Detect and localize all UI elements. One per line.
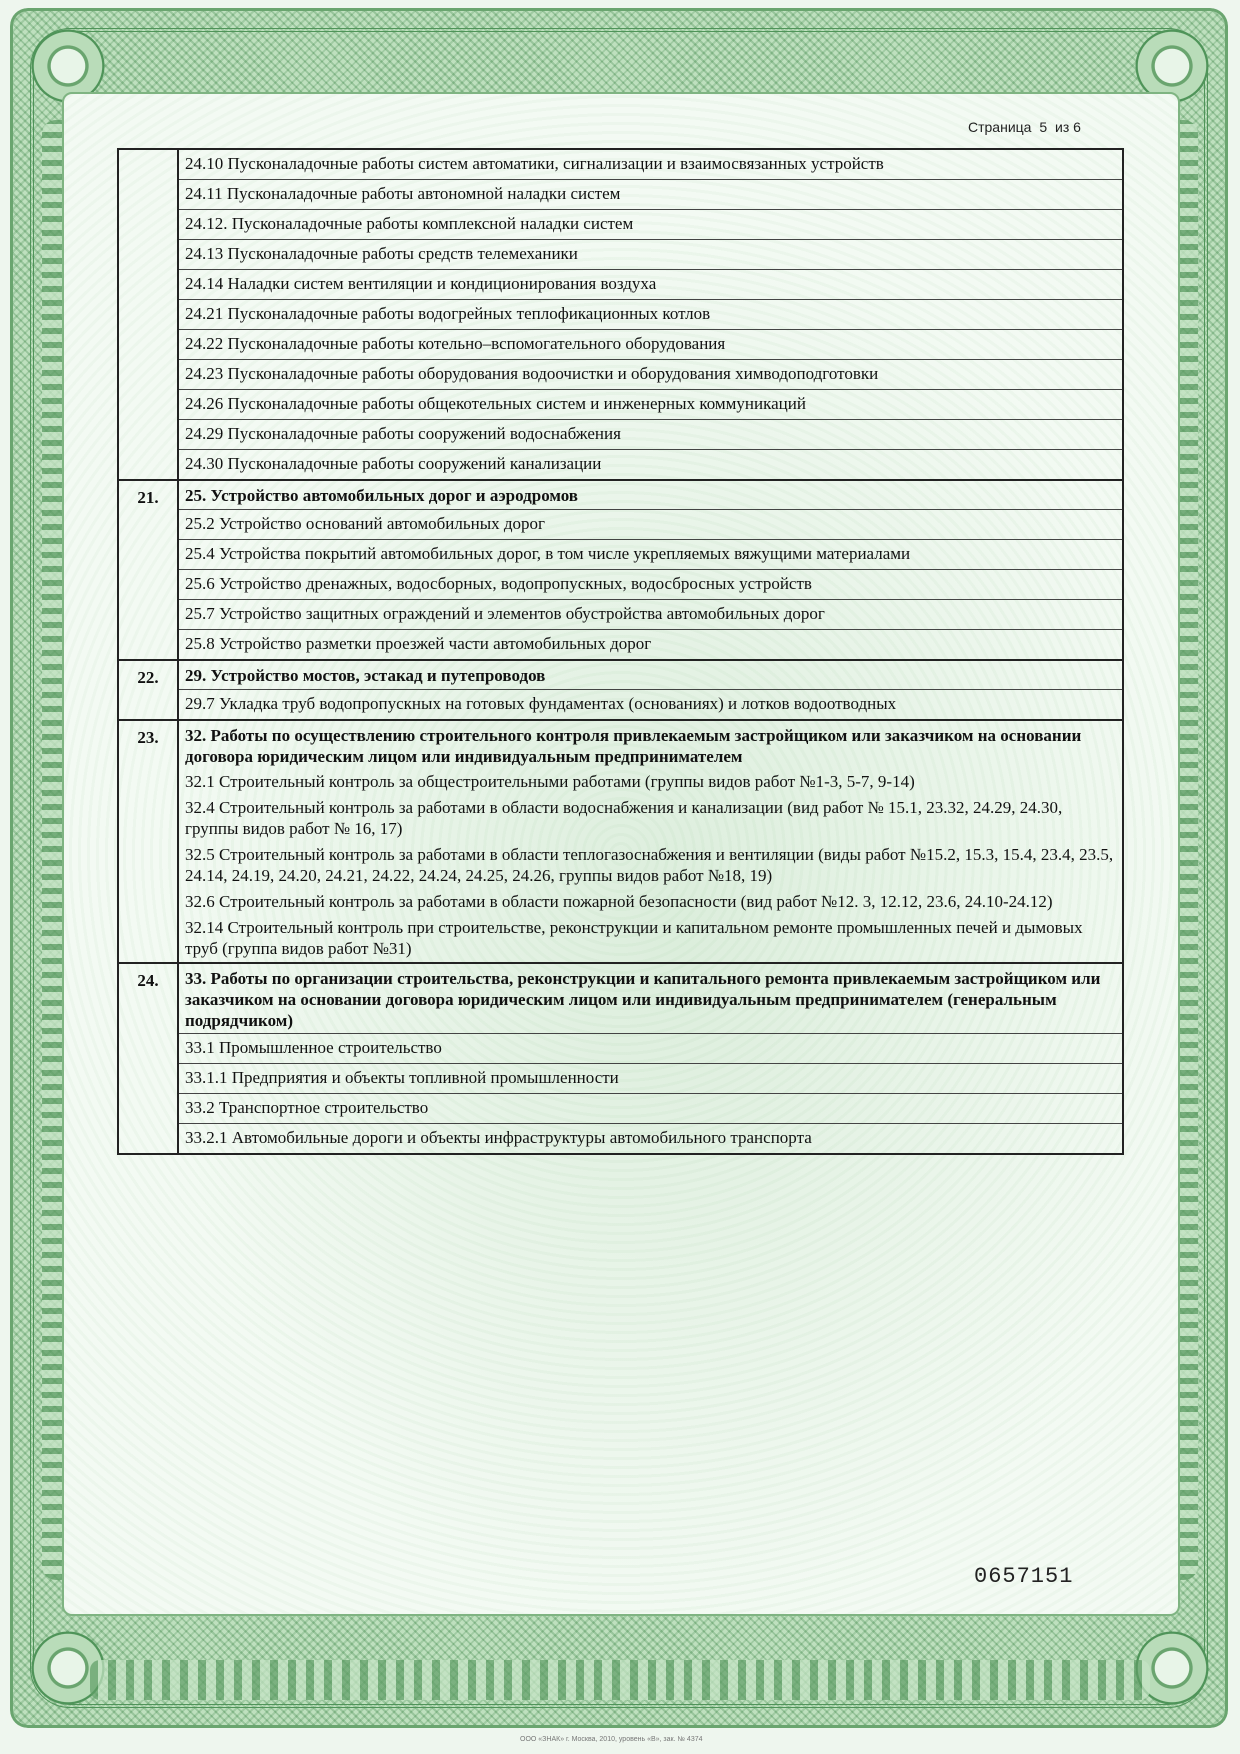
- work-item: 24.29 Пусконаладочные работы сооружений водоснабжения: [179, 419, 1122, 449]
- work-item: 33.2 Транспортное строительство: [179, 1093, 1122, 1123]
- table-row: [118, 660, 1123, 720]
- work-group-heading: 25. Устройство автомобильных дорог и аэродромов: [185, 486, 578, 505]
- work-item: 24.14 Наладки систем вентиляции и кондиционирования воздуха: [179, 269, 1122, 299]
- work-item: 32.4 Строительный контроль за работами в области водоснабжения и канализации (вид работ № 15.1, 23.32, 24.29, 24.30, группы видов работ № 16, 17): [185, 798, 1063, 838]
- work-group-heading: 29. Устройство мостов, эстакад и путепроводов: [185, 666, 546, 685]
- work-item: 24.10 Пусконаладочные работы систем автоматики, сигнализации и взаимосвязанных устройств: [185, 154, 884, 173]
- row-number: 24.: [118, 963, 178, 1154]
- work-item: 32.5 Строительный контроль за работами в области теплогазоснабжения и вентиляции (виды работ №15.2, 15.3, 15.4, 23.4, 23.5, 24.14, 24.19, 24.20, 24.21, 24.22, 24.24, 24.25, 24.26, группы видов работ №18, 19): [185, 845, 1114, 885]
- work-item: 33.2.1 Автомобильные дороги и объекты инфраструктуры автомобильного транспорта: [179, 1123, 1122, 1153]
- page-label: Страница: [968, 119, 1032, 135]
- page-of: из 6: [1055, 119, 1081, 135]
- row-number: 21.: [118, 480, 178, 660]
- work-item: 24.21 Пусконаладочные работы водогрейных теплофикационных котлов: [179, 299, 1122, 329]
- work-item: 32.1 Строительный контроль за общестроительными работами (группы видов работ №1-3, 5-7, 9-14): [185, 772, 915, 791]
- table-row: [118, 963, 1123, 1154]
- row-content: [178, 660, 1123, 720]
- work-group-heading: 33. Работы по организации строительства, реконструкции и капитального ремонта привлекаемым застройщиком или заказчиком на основании договора юридическим лицом или индивидуальным предпринимателем (генеральным подрядчиком): [185, 969, 1101, 1030]
- work-item: 32.6 Строительный контроль за работами в области пожарной безопасности (вид работ №12. 3, 12.12, 23.6, 24.10-24.12): [185, 892, 1053, 911]
- work-item: 33.1.1 Предприятия и объекты топливной промышленности: [179, 1063, 1122, 1093]
- row-content: [178, 720, 1123, 963]
- work-item: 33.1 Промышленное строительство: [179, 1033, 1122, 1063]
- page-current: 5: [1039, 119, 1048, 135]
- table-row: [118, 480, 1123, 660]
- row-number: [118, 149, 178, 480]
- work-item: 24.30 Пусконаладочные работы сооружений канализации: [179, 449, 1122, 479]
- row-number: 22.: [118, 660, 178, 720]
- work-item: 29.7 Укладка труб водопропускных на готовых фундаментах (основаниях) и лотков водоотводных: [179, 689, 1122, 719]
- work-item: 25.2 Устройство оснований автомобильных дорог: [179, 509, 1122, 539]
- row-number: 23.: [118, 720, 178, 963]
- work-item: 24.26 Пусконаладочные работы общекотельных систем и инженерных коммуникаций: [179, 389, 1122, 419]
- work-item: 24.12. Пусконаладочные работы комплексной наладки систем: [179, 209, 1122, 239]
- work-item: 24.22 Пусконаладочные работы котельно–вспомогательного оборудования: [179, 329, 1122, 359]
- printer-imprint: ООО «ЗНАК» г. Москва, 2010, уровень «В», зак. № 4374: [520, 1736, 703, 1743]
- work-item: 25.7 Устройство защитных ограждений и элементов обустройства автомобильных дорог: [179, 599, 1122, 629]
- work-item: 24.23 Пусконаладочные работы оборудования водоочистки и оборудования химводоподготовки: [179, 359, 1122, 389]
- bottom-ornament-band: [90, 1660, 1150, 1700]
- work-item: 25.8 Устройство разметки проезжей части автомобильных дорог: [179, 629, 1122, 659]
- table-row: [118, 720, 1123, 963]
- work-item: 24.13 Пусконаладочные работы средств телемеханики: [179, 239, 1122, 269]
- page-indicator: [968, 119, 1085, 135]
- row-content: [178, 149, 1123, 480]
- row-content: [178, 963, 1123, 1154]
- row-content: [178, 480, 1123, 660]
- work-types-table: [117, 148, 1124, 1155]
- table-row: [118, 149, 1123, 480]
- work-group-heading: 32. Работы по осуществлению строительного контроля привлекаемым застройщиком или заказчиком на основании договора юридическим лицом или индивидуальным предпринимателем: [185, 726, 1082, 766]
- work-item: 32.14 Строительный контроль при строительстве, реконструкции и капитальном ремонте промышленных печей и дымовых труб (группа видов работ №31): [185, 918, 1083, 958]
- serial-number: 0657151: [974, 1564, 1074, 1589]
- work-item: 25.4 Устройства покрытий автомобильных дорог, в том числе укрепляемых вяжущими материалами: [179, 539, 1122, 569]
- work-item: 24.11 Пусконаладочные работы автономной наладки систем: [179, 179, 1122, 209]
- work-item: 25.6 Устройство дренажных, водосборных, водопропускных, водосбросных устройств: [179, 569, 1122, 599]
